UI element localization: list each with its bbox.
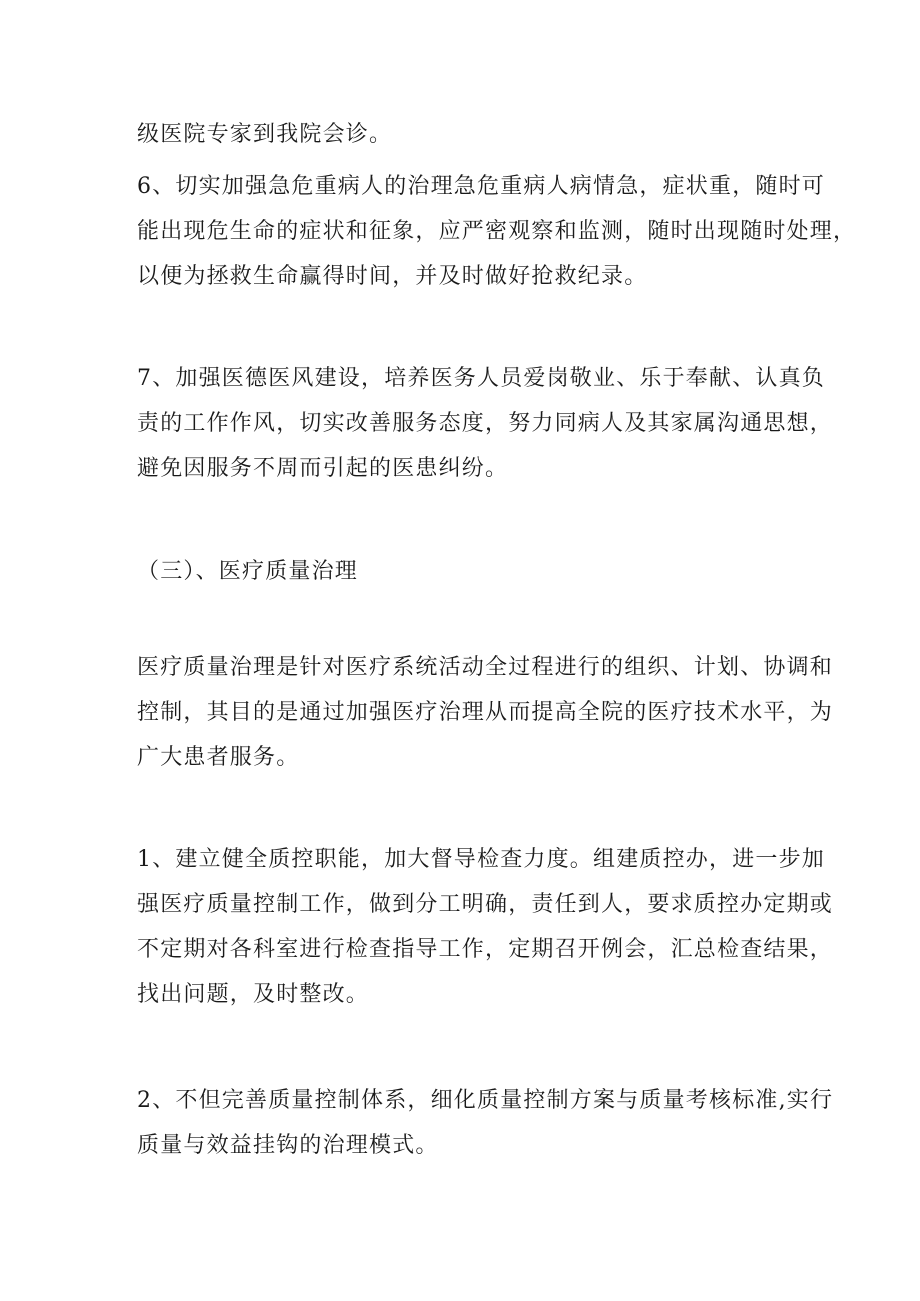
- paragraph-item-7: [137, 356, 834, 491]
- text-line: 不定期对各科室进行检查指导工作，定期召开例会，汇总检查结果，: [137, 937, 834, 962]
- text-line: 控制，其目的是通过加强医疗治理从而提高全院的医疗技术水平，为: [137, 700, 834, 725]
- text-line: 医疗质量治理是针对医疗系统活动全过程进行的组织、计划、协调和: [137, 655, 834, 680]
- text-line: 避免因服务不周而引起的医患纠纷。: [137, 456, 509, 481]
- paragraph-item-6: [137, 164, 857, 299]
- section-heading-3: [137, 549, 809, 594]
- text-line: 责的工作作风，切实改善服务态度，努力同病人及其家属沟通思想，: [137, 411, 834, 436]
- text-line: 7、加强医德医风建设，培养医务人员爱岗敬业、乐于奉献、认真负: [137, 366, 825, 391]
- paragraph-item-2: [137, 1078, 834, 1168]
- paragraph-quality-intro: [137, 645, 834, 780]
- text-line: 能出现危生命的症状和征象，应严密观察和监测，随时出现随时处理，: [137, 219, 857, 244]
- text-line: 2、不但完善质量控制体系，细化质量控制方案与质量考核标准,实行: [137, 1088, 834, 1113]
- text-line: 强医疗质量控制工作，做到分工明确，责任到人，要求质控办定期或: [137, 892, 834, 917]
- text-line: 级医院专家到我院会诊。: [137, 122, 393, 147]
- text-line: 质量与效益挂钩的治理模式。: [137, 1133, 439, 1158]
- text-line: 1、建立健全质控职能，加大督导检查力度。组建质控办，进一步加: [137, 847, 825, 872]
- text-line: 6、切实加强急危重病人的治理急危重病人病情急，症状重，随时可: [137, 174, 825, 199]
- text-line: 以便为拯救生命赢得时间，并及时做好抢救纪录。: [137, 264, 648, 289]
- paragraph-item-1: [137, 837, 834, 1017]
- text-line: 广大患者服务。: [137, 745, 300, 770]
- paragraph-intro-tail: [137, 112, 809, 157]
- text-line: 找出问题，及时整改。: [137, 982, 370, 1007]
- section-heading-text: （三）、医疗质量治理: [137, 559, 359, 584]
